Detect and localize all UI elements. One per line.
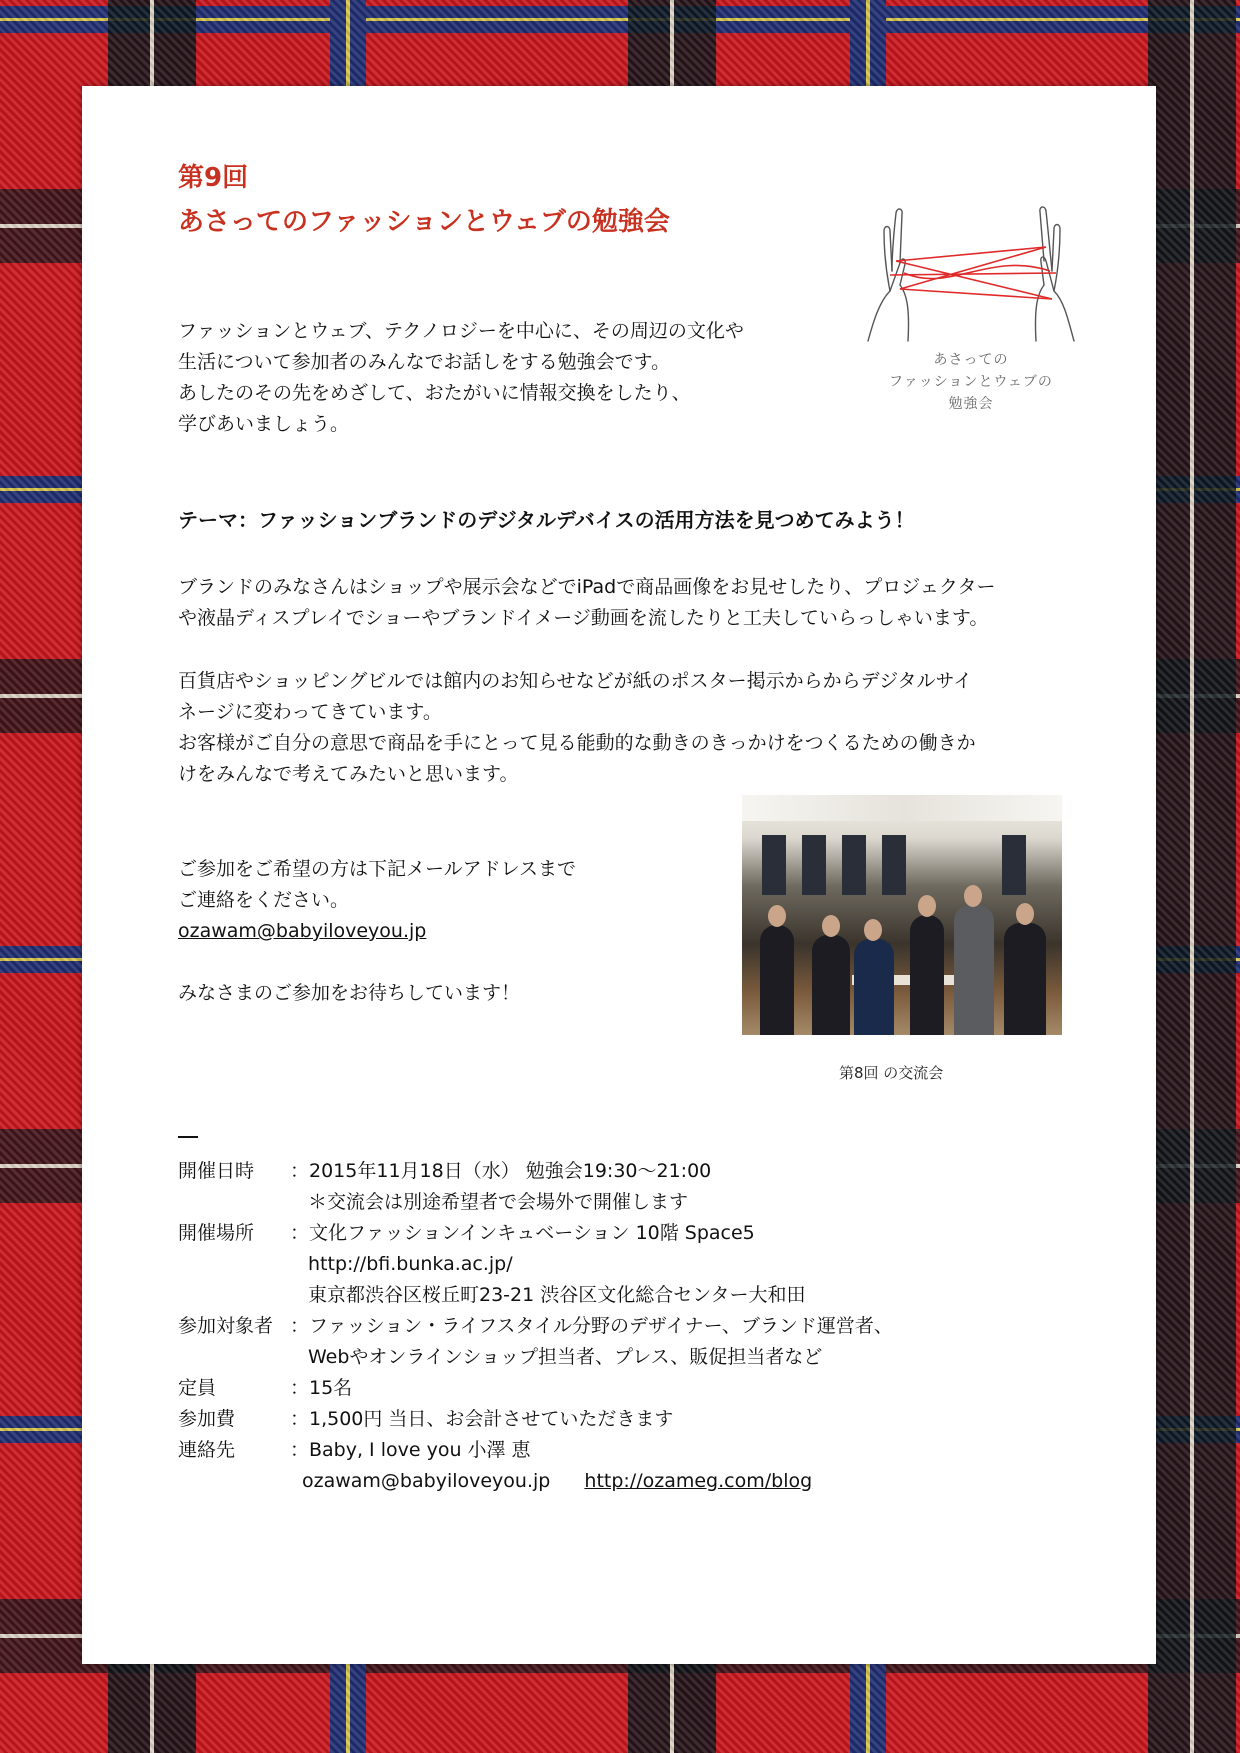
person-head [918,895,936,917]
venue-url-link[interactable]: http://bfi.bunka.ac.jp/ [308,1253,513,1275]
paragraph-line: や液晶ディスプレイでショーやブランドイメージ動画を流したりと工夫していらっしゃいます。 [178,607,989,629]
contact-block [178,854,576,1009]
detail-value: ：2015年11月18日（水） 勉強会19:30〜21:00 [290,1160,712,1182]
cats-cradle-logo [860,201,1082,436]
contact-links [178,1466,893,1497]
detail-contact [178,1435,893,1466]
venue-address: 東京都渋谷区桜丘町23-21 渋谷区文化総合センター大和田 [308,1284,806,1306]
event-details [178,1156,893,1497]
blog-link[interactable]: http://ozameg.com/blog [584,1470,813,1492]
intro-line: ファッションとウェブ、テクノロジーを中心に、その周辺の文化や [178,320,744,342]
person-head [1016,903,1034,925]
logo-caption [860,349,1082,415]
person [854,939,894,1035]
person [910,915,944,1035]
person [1004,923,1046,1035]
paragraph-signage [178,666,976,790]
contact-line: ご連絡をください。 [178,889,350,911]
spacer [178,947,576,978]
paragraph-line: けをみんなで考えてみたいと思います。 [178,763,519,785]
person-head [822,915,840,937]
detail-target [178,1311,893,1342]
intro-paragraph [178,316,744,440]
intro-line: 生活について参加者のみんなでお話しをする勉強会です。 [178,351,671,373]
intro-line: 学びあいましょう。 [178,413,350,435]
section-divider [178,1136,198,1138]
event-title [178,156,670,244]
paragraph-line: お客様がご自分の意思で商品を手にとって見る能動的な動きのきっかけをつくるための働きか [178,732,976,754]
person-head [964,885,982,907]
hands-string-icon [860,201,1082,351]
detail-label: 参加対象者 [178,1315,274,1337]
event-photo [742,795,1062,1035]
detail-label: 開催場所 [178,1222,255,1244]
detail-label: 参加費 [178,1408,236,1430]
contact-line: ご参加をご希望の方は下記メールアドレスまで [178,858,577,880]
closing-line: みなさまのご参加をお待ちしています！ [178,982,521,1004]
event-name: あさってのファッションとウェブの勉強会 [178,207,670,237]
detail-value: ：Baby, I love you 小澤 恵 [290,1439,531,1461]
detail-fee [178,1404,893,1435]
window [1002,835,1026,895]
detail-label: 開催日時 [178,1160,255,1182]
logo-line-1: あさっての [933,352,1009,368]
intro-line: あしたのその先をめざして、おたがいに情報交換をしたり、 [178,382,691,404]
detail-value: ：文化ファッションインキュベーション 10階 Space5 [290,1222,755,1244]
person [812,935,850,1035]
photo-caption: 第8回 の交流会 [839,1064,944,1082]
window [882,835,906,895]
person-head [768,905,786,927]
ceiling-light [742,795,1062,821]
window [802,835,826,895]
logo-line-3: 勉強会 [948,396,994,412]
detail-note: ＊交流会は別途希望者で会場外で開催します [308,1191,689,1213]
paragraph-brands [178,572,995,634]
detail-value: ：1,500円 当日、お会計させていただきます [290,1408,674,1430]
person [760,925,794,1035]
window [762,835,786,895]
logo-line-2: ファッションとウェブの [889,374,1053,390]
detail-label: 連絡先 [178,1439,236,1461]
event-number: 第9回 [178,163,249,193]
person-head [864,919,882,941]
paper-sheet [82,86,1156,1664]
detail-venue [178,1218,893,1249]
paragraph-line: 百貨店やショッピングビルでは館内のお知らせなどが紙のポスター掲示からからデジタルサイ [178,670,973,692]
detail-value: ：ファッション・ライフスタイル分野のデザイナー、ブランド運営者、 [290,1315,893,1337]
contact-email[interactable]: ozawam@babyiloveyou.jp [302,1470,551,1492]
theme-heading: テーマ：ファッションブランドのデジタルデバイスの活用方法を見つめてみよう！ [178,508,915,532]
detail-date [178,1156,893,1187]
detail-value-cont: Webやオンラインショップ担当者、プレス、販促担当者など [308,1346,823,1368]
paragraph-line: ネージに変わってきています。 [178,701,442,723]
person [954,905,994,1035]
paragraph-line: ブランドのみなさんはショップや展示会などでiPadで商品画像をお見せしたり、プロジェクター [178,576,996,598]
detail-value: ：15名 [290,1377,353,1399]
detail-capacity [178,1373,893,1404]
contact-email-link[interactable]: ozawam@babyiloveyou.jp [178,920,427,942]
window [842,835,866,895]
detail-label: 定員 [178,1377,217,1399]
